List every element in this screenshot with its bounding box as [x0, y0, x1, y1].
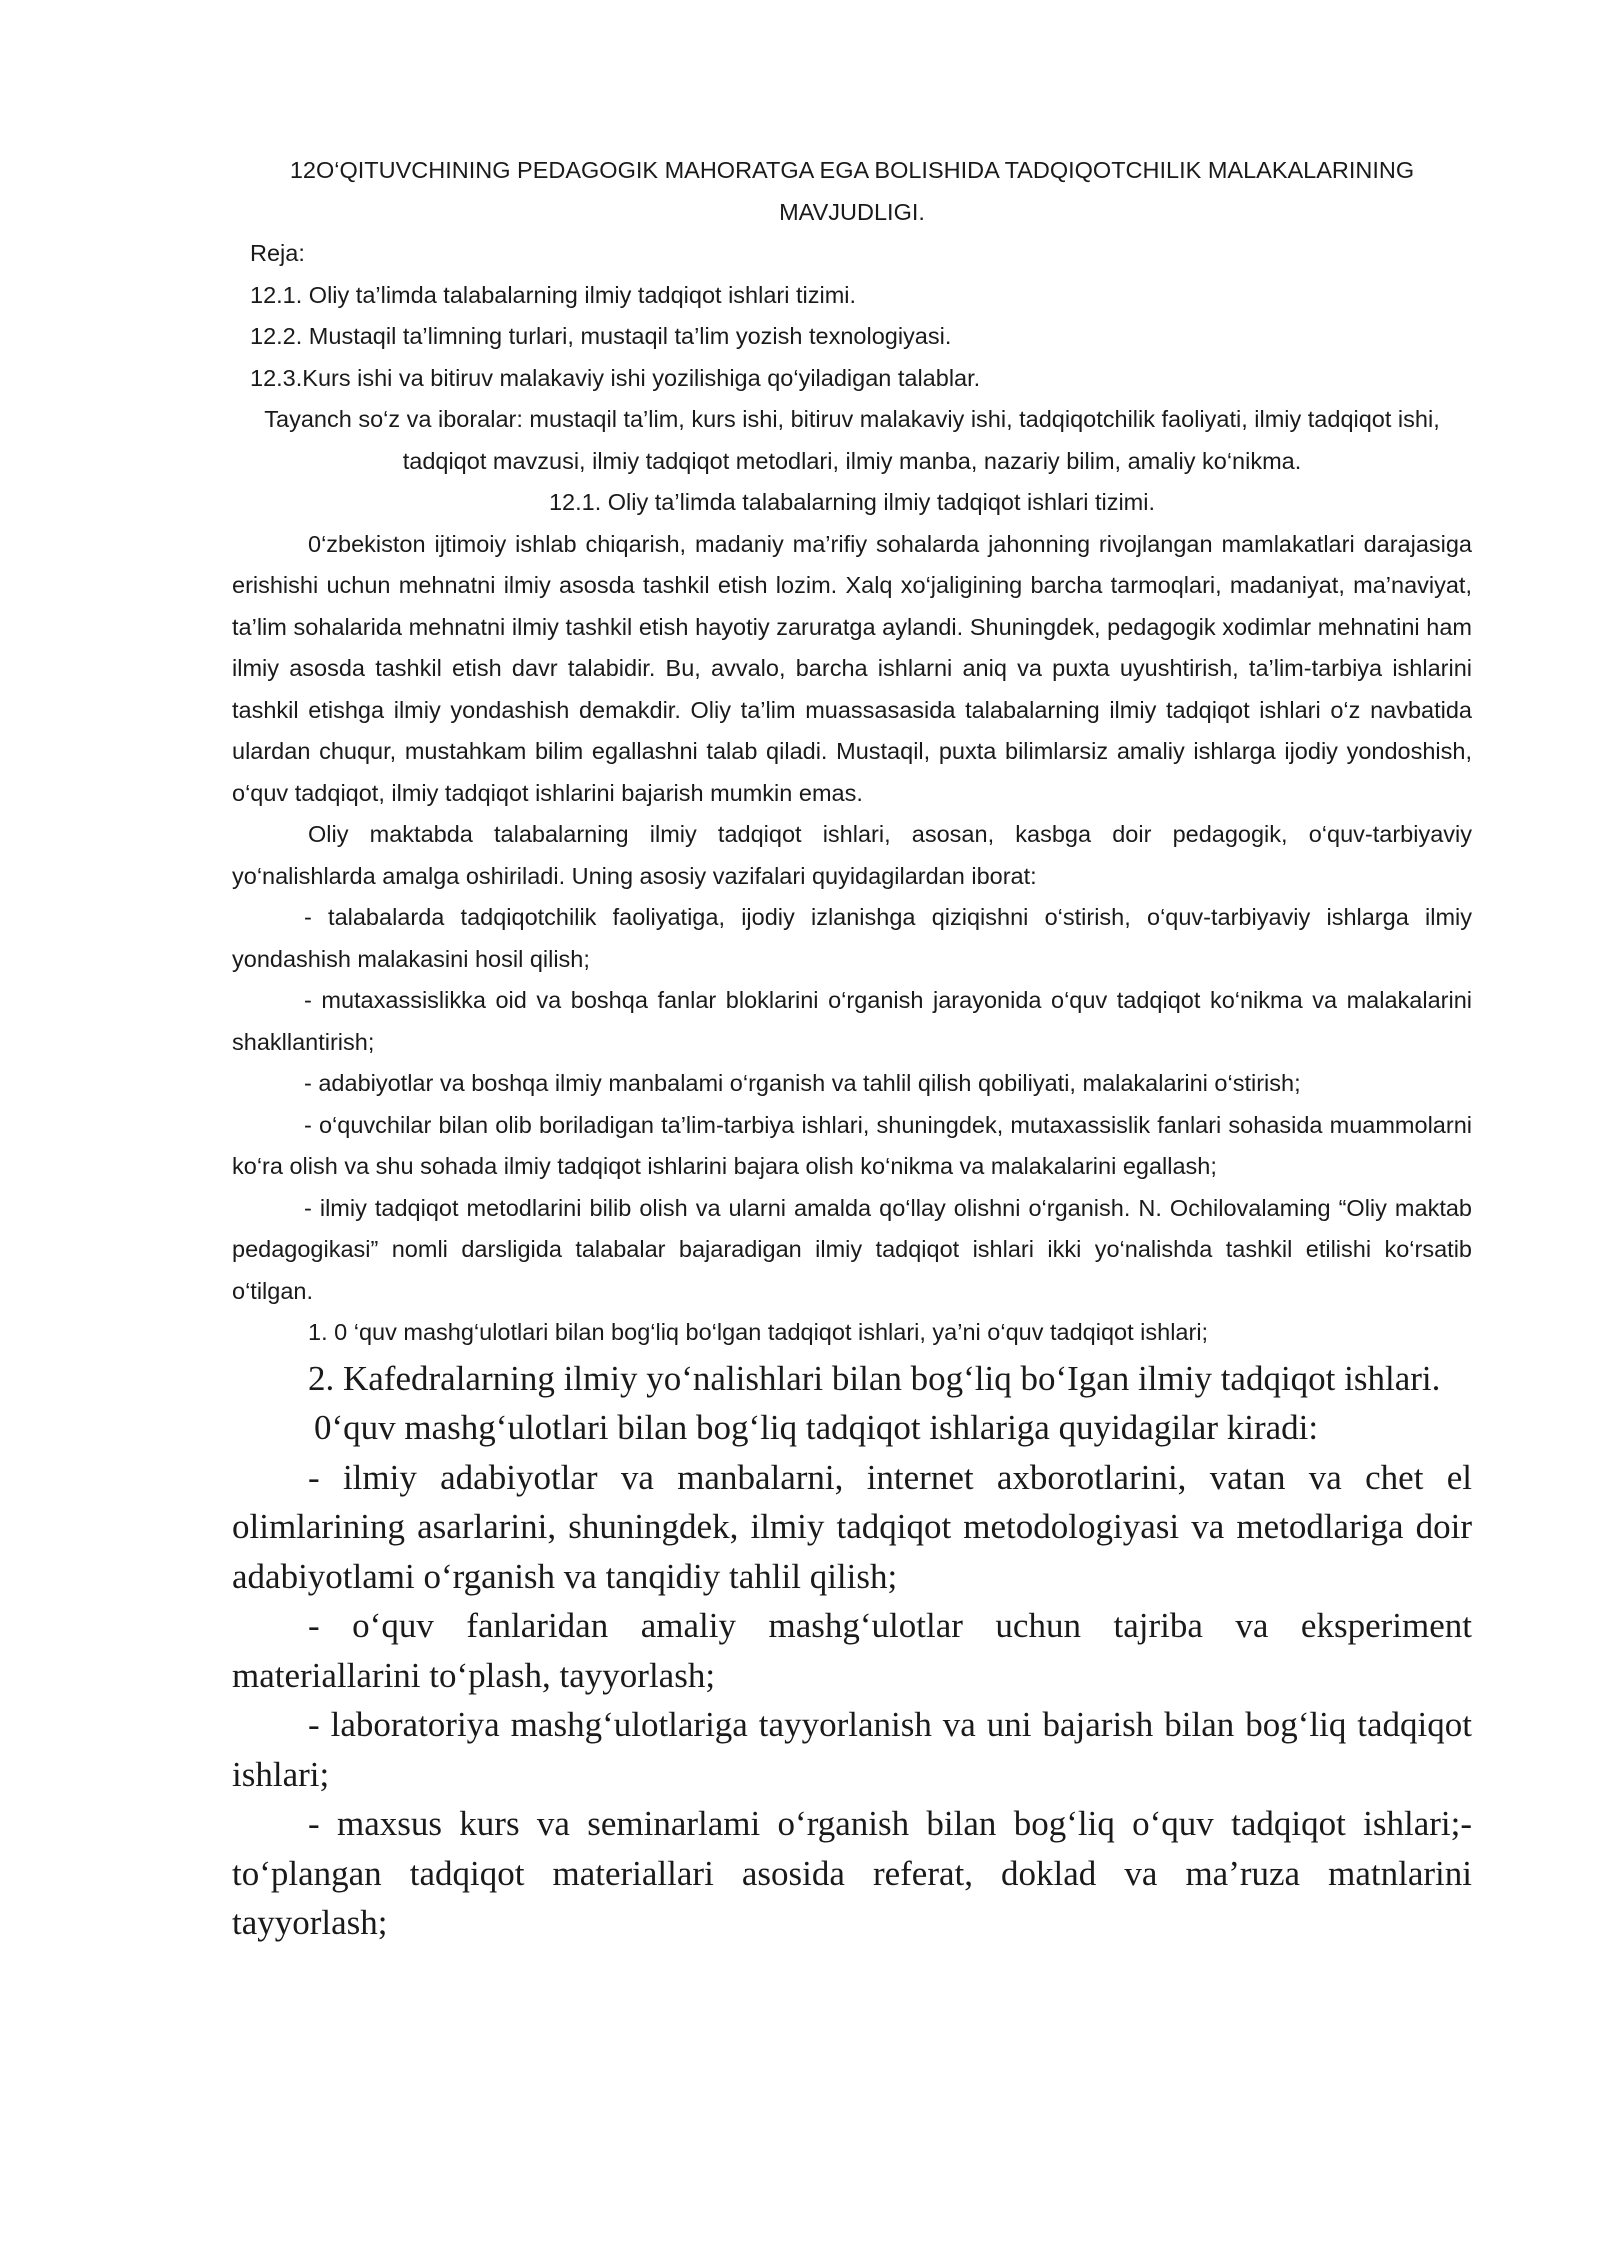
- section-heading: 12.1. Oliy ta’limda talabalarning ilmiy tadqiqot ishlari tizimi.: [548, 489, 1156, 515]
- document-page: [232, 150, 1472, 1948]
- plan-item: 12.2. Mustaqil ta’limning turlari, mustaqil ta’lim yozish texnologiyasi.: [250, 323, 952, 349]
- document-title: 12O‘QITUVCHINING PEDAGOGIK MAHORATGA EGA BOLISHIDA TADQIQOTCHILIK MALAKALARINING MAVJUDLIGI.: [289, 157, 1415, 225]
- study-item: - laboratoriya mashg‘ulotlariga tayyorlanish va uni bajarish bilan bog‘liq tadqiqot ishlari;: [232, 1705, 1472, 1794]
- keywords: Tayanch so‘z va iboralar: mustaqil ta’lim, kurs ishi, bitiruv malakaviy ishi, tadqiqotchilik faoliyati, ilmiy tadqiqot ishi, tadqiqot mavzusi, ilmiy tadqiqot metodlari, ilmiy manba, nazariy bilim, amaliy ko‘nikma.: [264, 406, 1440, 474]
- task-item: - talabalarda tadqiqotchilik faoliyatiga, ijodiy izlanishga qiziqishni o‘stirish, o‘quv-tarbiyaviy ishlarga ilmiy yondashish malakasini hosil qilish;: [232, 904, 1472, 972]
- study-item: - ilmiy adabiyotlar va manbalarni, internet axborotlarini, vatan va chet el olimlarining asarlarini, shuningdek, ilmiy tadqiqot metodologiyasi va metodlariga doir adabiyotlami o‘rganish va tanqidiy tahlil qilish;: [232, 1457, 1472, 1596]
- plan-item: 12.3.Kurs ishi va bitiruv malakaviy ishi yozilishiga qo‘yiladigan talablar.: [250, 364, 981, 391]
- task-item: - adabiyotlar va boshqa ilmiy manbalami o‘rganish va tahlil qilish qobiliyati, malakalarini o‘stirish;: [304, 1070, 1301, 1096]
- plan-item: 12.1. Oliy ta’limda talabalarning ilmiy tadqiqot ishlari tizimi.: [250, 281, 857, 308]
- plan-label: Reja:: [250, 240, 305, 266]
- plan-list: [250, 275, 1472, 400]
- direction-item: 2. Kafedralarning ilmiy yo‘nalishlari bilan bog‘liq bo‘Igan ilmiy tadqiqot ishlari.: [308, 1358, 1441, 1398]
- study-item: - maxsus kurs va seminarlami o‘rganish bilan bog‘liq o‘quv tadqiqot ishlari;-to‘plangan tadqiqot materiallari asosida referat, doklad va ma’ruza matnlarini tayyorlash;: [232, 1804, 1472, 1942]
- study-intro: 0‘quv mashg‘ulotlari bilan bog‘liq tadqiqot ishlariga quyidagilar kiradi:: [314, 1408, 1319, 1447]
- task-item: - mutaxassislikka oid va boshqa fanlar bloklarini o‘rganish jarayonida o‘quv tadqiqot ko‘nikma va malakalarini shakllantirish;: [232, 987, 1472, 1055]
- paragraph: 0‘zbekiston ijtimoiy ishlab chiqarish, madaniy ma’rifiy sohalarda jahonning rivojlangan mamlakatlari darajasiga erishishi uchun mehnatni ilmiy asosda tashkil etish lozim. Xalq xo‘jaligining barcha tarmoqlari, madaniyat, ma’naviyat, ta’lim sohalarida mehnatni ilmiy tashkil etish hayotiy zaruratga aylandi. Shuningdek, pedagogik xodimlar mehnatini ham ilmiy asosda tashkil etish davr talabidir. Bu, avvalo, barcha ishlarni aniq va puxta uyushtirish, ta’lim-tarbiya ishlarini tashkil etishga ilmiy yondashish demakdir. Oliy ta’lim muassasasida talabalarning ilmiy tadqiqot ishlari o‘z navbatida ulardan chuqur, mustahkam bilim egallashni talab qiladi. Mustaqil, puxta bilimlarsiz amaliy ishlarga ijodiy yondoshish, o‘quv tadqiqot, ilmiy tadqiqot ishlarini bajarish mumkin emas.: [232, 530, 1472, 806]
- study-item: - o‘quv fanlaridan amaliy mashg‘ulotlar uchun tajriba va eksperiment materiallarini to‘plash, tayyorlash;: [232, 1606, 1472, 1695]
- task-item: - ilmiy tadqiqot metodlarini bilib olish va ularni amalda qo‘llay olishni o‘rganish. N. Ochilovalaming “Oliy maktab pedagogikasi” nomli darsligida talabalar bajaradigan ilmiy tadqiqot ishlari ikki yo‘nalishda tashkil etilishi ko‘rsatib o‘tilgan.: [232, 1194, 1472, 1304]
- task-item: - o‘quvchilar bilan olib boriladigan ta’lim-tarbiya ishlari, shuningdek, mutaxassislik fanlari sohasida muammolarni ko‘ra olish va shu sohada ilmiy tadqiqot ishlarini bajara olish ko‘nikma va malakalarini egallash;: [232, 1111, 1472, 1179]
- paragraph: Oliy maktabda talabalarning ilmiy tadqiqot ishlari, asosan, kasbga doir pedagogik, o‘quv-tarbiyaviy yo‘nalishlarda amalga oshiriladi. Uning asosiy vazifalari quyidagilardan iborat:: [232, 821, 1472, 889]
- direction-item: 1. 0 ‘quv mashg‘ulotlari bilan bog‘liq bo‘lgan tadqiqot ishlari, ya’ni o‘quv tadqiqot ishlari;: [308, 1319, 1209, 1345]
